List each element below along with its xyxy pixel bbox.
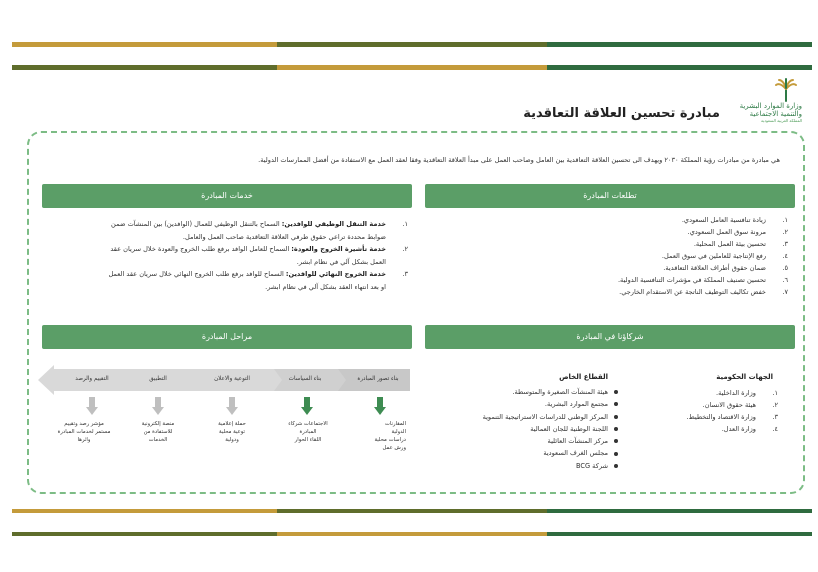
list-item: شركة BCG [483,460,618,472]
private-sector-list [483,386,618,472]
arrow-down-icon [226,397,238,415]
services-list: ١. خدمة التنقل الوظيفي للوافدين: السماح بالتنقل الوظيفي للعمال (الوافدين) بين المنشآت ضمن ضوابط محددة تراعي حقوق طرفي العلاقة التعاقدية صاحب العمل والعامل. ٢. خدمة تأشيرة الخروج والعودة: السماح للعامل الوافد برفع طلب الخروج والعودة خلال سريان عقد العمل بشكل آلي في نظام ابشر. ٣. خدمة الخروج النهائي للوافدين: السماح للوافد برفع طلب الخروج النهائي خلال سريان عقد العمل او بعد انتهاء العقد بشكل آلي في نظام ابشر. [108,220,408,291]
stage-label-1: بناء تصور المبادرة [357,376,399,382]
list-item: ٦. تحسين تصنيف المملكة في مؤشرات التنافسية الدولية. [617,276,788,284]
stages-header: مراحل المبادرة [42,325,412,349]
arrow-down-icon [301,397,313,415]
government-list [687,387,778,435]
list-item: المركز الوطني للدراسات الاستراتيجية التنموية [483,411,618,423]
top-stripe-1 [12,42,812,47]
government-title: الجهات الحكومية [716,373,773,381]
list-item: ٤. وزارة العدل. [721,425,778,433]
list-item: مجلس الغرف السعودية [483,447,618,459]
bottom-stripe-1 [12,509,812,513]
stage-label-5: التقييم والرصد [75,376,109,382]
list-item: ٣. خدمة الخروج النهائي للوافدين: السماح للوافد برفع طلب الخروج النهائي خلال سريان عقد العمل [108,270,408,278]
stage-label-3: التوعية والاعلان [214,376,250,382]
list-item: ١. خدمة التنقل الوظيفي للوافدين: السماح بالتنقل الوظيفي للعمال (الوافدين) بين المنشآت ضمن [111,220,408,228]
partners-header: شركاؤنا في المبادرة [425,325,795,349]
stage-label-2: بناء السياسات [288,376,322,382]
list-item: مجتمع الموارد البشرية. [483,398,618,410]
list-item: ١. وزارة الداخلية. [716,389,778,397]
list-item: ٤. رفع الإنتاجية للعاملين في سوق العمل. [661,252,788,260]
list-item: ٣. وزارة الاقتصاد والتخطيط. [686,413,778,421]
intro-text: هي مبادرة من مبادرات رؤية المملكة ٢٠٣٠ ويهدف الى تحسين العلاقة التعاقدية بين العامل وصاحب العمل على مبدأ العلاقة التعاقدية وفقا لعقد العمل مع الاستفادة من أفضل الممارسات الدولية. [258,156,780,164]
stage-details-2: الاجتماعات شركاء المبادرة اللقاء الحوار [288,421,328,443]
logo-line-3: المملكة العربية السعودية [760,118,802,123]
stage-details-1: المقارنات الدولية دراسات محلية ورش عمل [374,421,406,451]
stage-details-5: مؤشر رصد وتقييم مستمر لخدمات المبادرة واثرها [57,421,111,443]
bottom-stripe-2 [12,532,812,536]
arrow-down-icon [374,397,386,415]
list-item: ٧. خفض تكاليف التوظيف الناتجة عن الاستقدام الخارجي. [619,288,788,296]
palm-logo-icon [774,78,798,102]
list-item: ١. زيادة تنافسية العامل السعودي. [681,216,788,224]
stage-details-3: حملة إعلامية توعية محلية ودولية [218,421,246,443]
arrow-down-icon [86,397,98,415]
private-sector-title: القطاع الخاص [559,373,608,381]
logo-line-1: وزارة الموارد البشرية [739,102,802,110]
services-header: خدمات المبادرة [42,184,412,208]
ministry-logo [740,78,802,122]
list-item: ٥. ضمان حقوق أطراف العلاقة التعاقدية. [663,264,788,272]
stage-label-4: التطبيق [149,376,167,382]
list-item: ٣. تحسين بيئة العمل المحلية. [693,240,788,248]
list-item: اللجنة الوطنية للجان العمالية [483,423,618,435]
list-item: ٢. هيئة حقوق الانسان. [702,401,778,409]
list-item: ٢. خدمة تأشيرة الخروج والعودة: السماح للعامل الوافد برفع طلب الخروج والعودة خلال سريان عقد [110,245,408,253]
list-item: مركز المنشآت العائلية [483,435,618,447]
list-item: ٢. مرونة سوق العمل السعودي. [687,228,788,236]
aspirations-header: تطلعات المبادرة [425,184,795,208]
stage-details-4: منصة إلكترونية للاستفادة من الخدمات [141,421,175,443]
arrow-down-icon [152,397,164,415]
list-item: هيئة المنشآت الصغيرة والمتوسطة. [483,386,618,398]
page-title: مبادرة تحسين العلاقة التعاقدية [523,106,720,121]
top-stripe-2 [12,65,812,70]
logo-line-2: والتنمية الاجتماعية [749,110,802,118]
aspirations-list [618,214,788,298]
